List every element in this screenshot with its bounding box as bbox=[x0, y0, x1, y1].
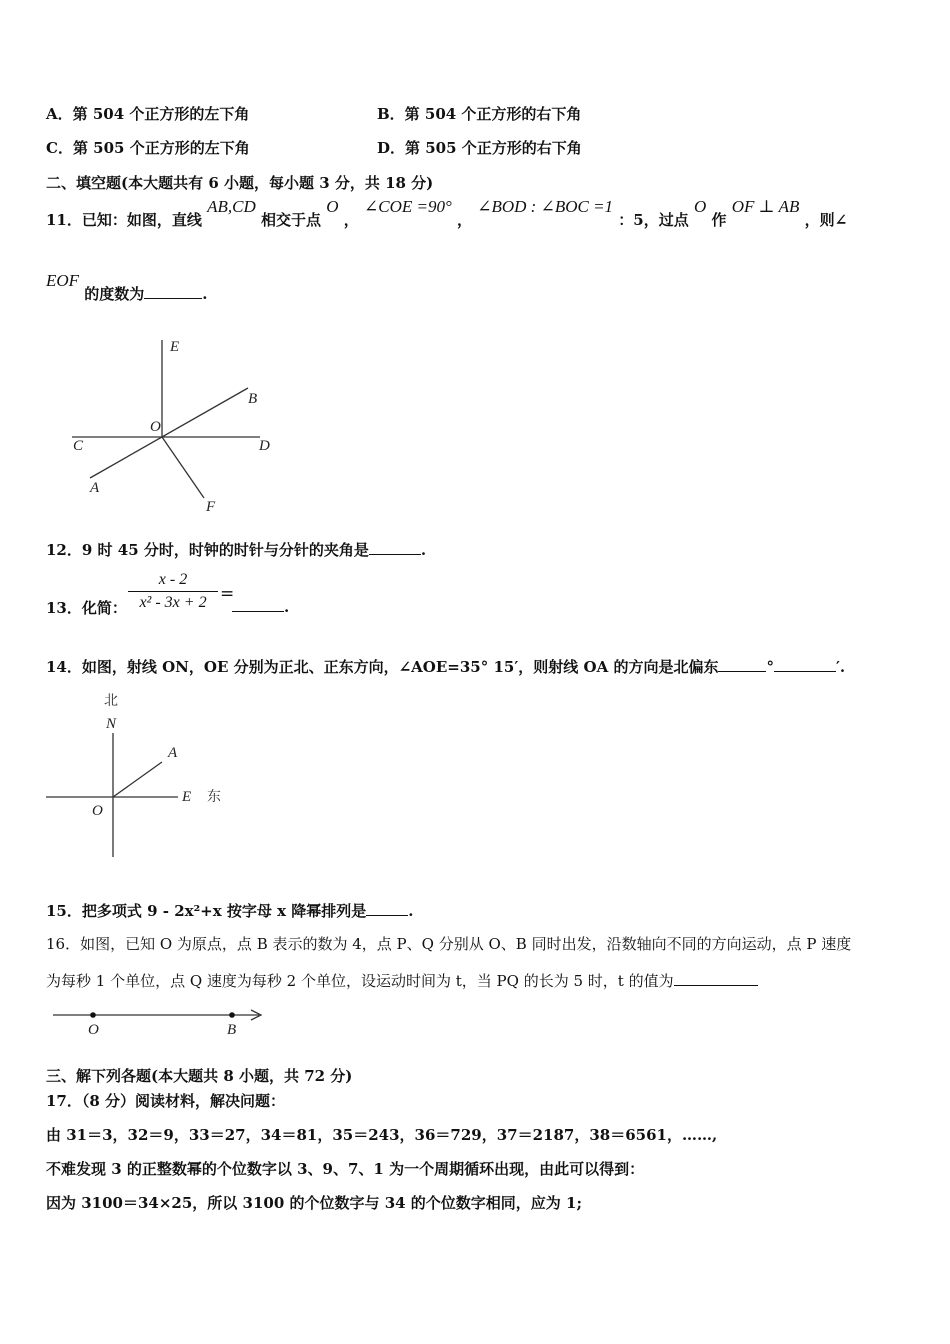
line-ab bbox=[90, 388, 248, 478]
q12-answer-blank[interactable] bbox=[369, 540, 421, 555]
question-11-line1 bbox=[46, 196, 848, 229]
q16-line2: 为每秒 1 个单位，点 Q 速度为每秒 2 个单位，设运动时间为 t，当 PQ 的长为 5 时，t 的值为 bbox=[46, 972, 674, 990]
q14-text: 14．如图，射线 ON，OE 分别为正北、正东方向，∠AOE=35° 15′，则射线 OA 的方向是北偏东 bbox=[46, 658, 719, 676]
q15-end: . bbox=[408, 902, 414, 920]
question-14 bbox=[46, 656, 845, 677]
figure-16 bbox=[45, 1005, 275, 1041]
q15-text: 15．把多项式 9 - 2x²+x 按字母 x 降幂排列是 bbox=[46, 902, 367, 920]
question-11-line2 bbox=[46, 270, 208, 303]
q11-comma2: ， bbox=[457, 211, 473, 229]
q13-end: . bbox=[284, 598, 290, 616]
figure-14 bbox=[40, 685, 240, 865]
label-e: E bbox=[182, 789, 192, 805]
option-d: D．第 505 个正方形的右下角 bbox=[377, 139, 582, 157]
label-o: O bbox=[150, 419, 161, 435]
label-f: F bbox=[206, 499, 216, 515]
label-b: B bbox=[227, 1022, 237, 1038]
q17-line1: 由 31＝3，32＝9，33＝27，34＝81，35＝243，36＝729，37＝2187，38＝6561，……, bbox=[46, 1126, 718, 1144]
q14-min: ′. bbox=[835, 658, 846, 676]
question-12 bbox=[46, 539, 426, 560]
q11-point-o: O bbox=[326, 197, 339, 216]
q14-deg: ° bbox=[766, 658, 774, 676]
q17-title: 17．（8 分）阅读材料，解决问题： bbox=[46, 1092, 286, 1110]
q11-angle-coe: ∠COE =90° bbox=[364, 197, 452, 216]
q13-numerator: x - 2 bbox=[158, 571, 188, 588]
q13-equals: = bbox=[220, 584, 235, 604]
q14-degree-blank[interactable] bbox=[718, 657, 766, 672]
label-b: B bbox=[248, 391, 258, 407]
q11-eof: EOF bbox=[46, 271, 80, 290]
q11-ratio: ∠BOD : ∠BOC =1 bbox=[477, 197, 614, 216]
q12-end: . bbox=[420, 541, 427, 559]
q13-denominator: x² - 3x + 2 bbox=[139, 594, 207, 611]
ray-oa bbox=[113, 762, 162, 797]
q11-text3: ：5，过点 bbox=[618, 211, 689, 229]
ray-of bbox=[162, 437, 204, 498]
label-e: E bbox=[170, 339, 180, 355]
q17-line2: 不难发现 3 的正整数幂的个位数字以 3、9、7、1 为一个周期循环出现，由此可以得到： bbox=[46, 1160, 645, 1178]
q11-point-o2: O bbox=[693, 197, 707, 216]
option-c: C．第 505 个正方形的左下角 bbox=[46, 139, 250, 157]
option-b: B．第 504 个正方形的右下角 bbox=[377, 105, 582, 123]
q11-text6: 的度数为 bbox=[84, 285, 145, 303]
q11-text2: 相交于点 bbox=[260, 211, 321, 229]
label-north: 北 bbox=[104, 693, 118, 709]
q16-line2-wrap bbox=[46, 970, 758, 991]
q11-lines: AB,CD bbox=[207, 197, 256, 216]
q16-line1: 16．如图，已知 O 为原点，点 B 表示的数为 4，点 P、Q 分别从 O、B 同时出发，沿数轴向不同的方向运动，点 P 速度 bbox=[46, 935, 852, 953]
q12-text: 12．9 时 45 分时，时钟的时针与分针的夹角是 bbox=[46, 541, 369, 559]
section-3-title: 三、解下列各题(本大题共 8 小题，共 72 分) bbox=[46, 1067, 353, 1085]
label-east: 东 bbox=[207, 789, 221, 805]
label-a: A bbox=[90, 480, 100, 496]
section-2-title: 二、填空题(本大题共有 6 小题，每小题 3 分，共 18 分) bbox=[46, 174, 434, 192]
q13-answer bbox=[232, 597, 289, 616]
q11-perp: OF ⊥ AB bbox=[731, 197, 800, 216]
label-d: D bbox=[259, 438, 270, 454]
q13-prefix: 13．化简： bbox=[46, 599, 127, 617]
q13-fraction bbox=[128, 570, 218, 613]
q11-prefix: 11．已知：如图，直线 bbox=[46, 211, 202, 229]
point-o bbox=[90, 1012, 96, 1018]
q16-answer-blank[interactable] bbox=[674, 971, 758, 986]
q11-comma1: ， bbox=[343, 211, 359, 229]
q13-fraction-bar bbox=[128, 591, 218, 592]
figure-11 bbox=[60, 330, 290, 520]
q11-end: . bbox=[202, 285, 208, 303]
label-o: O bbox=[92, 803, 103, 819]
label-a: A bbox=[168, 745, 178, 761]
point-b bbox=[229, 1012, 235, 1018]
question-15 bbox=[46, 900, 414, 921]
q11-answer-blank[interactable] bbox=[144, 284, 202, 299]
q11-text4: 作 bbox=[711, 211, 727, 229]
q11-text5: ，则∠ bbox=[804, 211, 848, 229]
label-o: O bbox=[88, 1022, 99, 1038]
label-c: C bbox=[73, 438, 84, 454]
option-a: A．第 504 个正方形的左下角 bbox=[46, 105, 250, 123]
q15-answer-blank[interactable] bbox=[366, 901, 408, 916]
q17-line3: 因为 3100＝34×25，所以 3100 的个位数字与 34 的个位数字相同，应为 1; bbox=[46, 1194, 582, 1212]
q13-answer-blank[interactable] bbox=[232, 597, 284, 612]
q14-minute-blank[interactable] bbox=[774, 657, 836, 672]
label-n: N bbox=[106, 716, 117, 732]
